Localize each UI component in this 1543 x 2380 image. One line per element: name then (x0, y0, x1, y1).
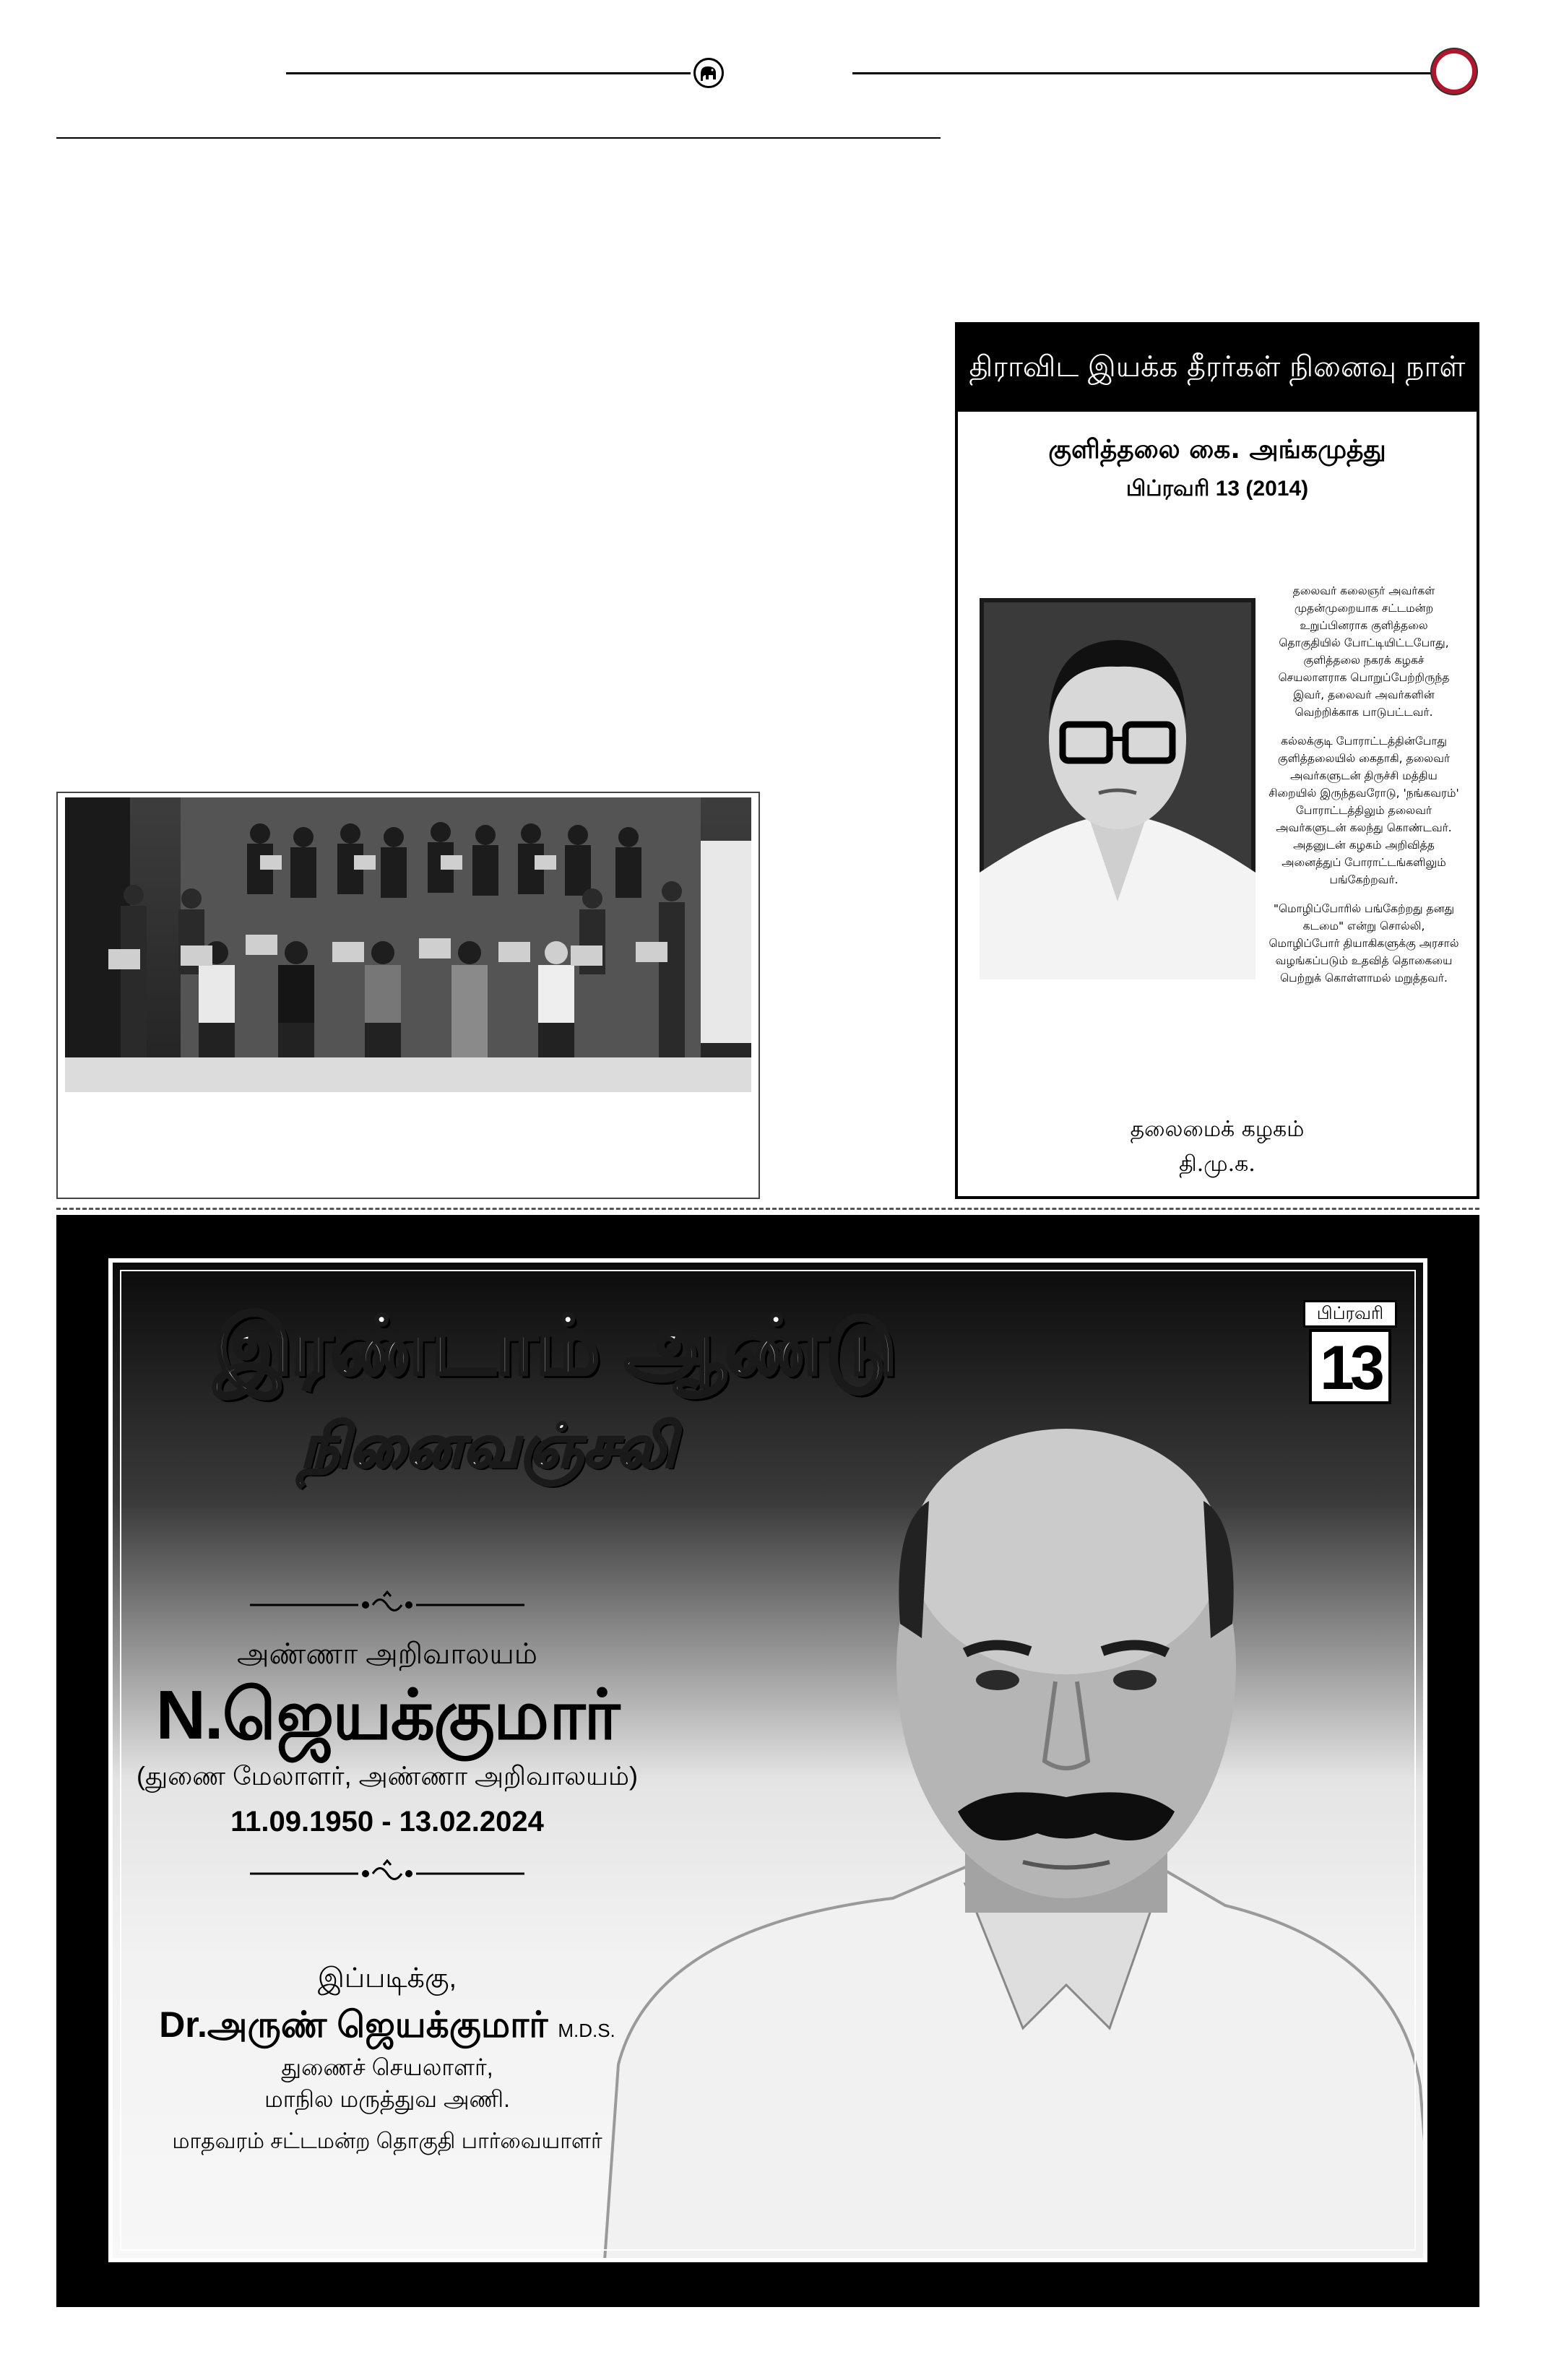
sender-name: Dr.அருண் ஜெயக்குமார் (159, 2004, 548, 2045)
tribute-subtitle: நினைவஞ்சலி (301, 1411, 677, 1481)
memorial-text (1268, 582, 1459, 998)
tribute-ad (56, 1215, 1479, 2307)
top-divider (56, 137, 941, 139)
memorial-para-3: "மொழிப்போரில் பங்கேற்றது தனது கடமை" என்று சொல்லி, மொழிப்போர் தியாகிகளுக்கு அரசால் வழங்கப்படும் உதவித் தொகையை பெற்றுக் கொள்ளாமல் மறுத்தவர். (1268, 902, 1459, 985)
circle-emblem-icon (1432, 49, 1477, 94)
ornament-divider-icon (250, 1859, 524, 1888)
group-photo-box (56, 792, 760, 1199)
ornament-divider-icon (250, 1591, 524, 1619)
calendar-badge (1303, 1296, 1397, 1404)
memorial-para-2: கல்லக்குடி போராட்டத்தின்போது குளித்தலையில் கைதாகி, தலைவர் அவர்களுடன் திருச்சி மத்திய சிறையில் இருந்தவரோடு, 'நங்கவரம்' போராட்டத்திலும் தலைவர் அவர்களுடன் கலந்து கொண்டவர். அதனுடன் கழகம் அறிவித்த அனைத்துப் போராட்டங்களிலும் பங்கேற்றவர். (1268, 735, 1459, 886)
memorial-date: பிப்ரவரி 13 (2014) (1125, 477, 1309, 501)
group-photo (65, 797, 751, 1092)
memorial-footer-line-1: தலைமைக் கழகம் (1130, 1117, 1305, 1142)
tribute-dates: 11.09.1950 - 13.02.2024 (230, 1806, 544, 1838)
header-rule-right (852, 72, 1435, 74)
dashed-divider (56, 1208, 1479, 1210)
memorial-para-1: தலைவர் கலைஞர் அவர்கள் முதன்முறையாக சட்டமன்ற உறுப்பினராக குளித்தலை தொகுதியில் போட்டியிட்டபோது, குளித்தலை நகரக் கழகச் செயலாளராக பொறுப்பேற்றிருந்த இவர், தலைவர் அவர்களின் வெற்றிக்காக பாடுபட்டவர். (1278, 584, 1450, 719)
calendar-day: 13 (1309, 1329, 1391, 1404)
tribute-ad-frame (108, 1258, 1427, 2262)
memorial-portrait (980, 598, 1255, 979)
calendar-month: பிப்ரவரி (1303, 1300, 1397, 1328)
elephant-emblem-icon (693, 58, 724, 88)
sender-position-2: மாநில மருத்துவ அணி. (264, 2086, 510, 2112)
memorial-footer-line-2: தி.மு.க. (1179, 1151, 1255, 1177)
memorial-name: குளித்தலை கை. அங்கமுத்து (1048, 435, 1386, 464)
sender-position-1: துணைச் செயலாளர், (281, 2054, 493, 2080)
tribute-sender (113, 2004, 662, 2051)
tribute-title: இரண்டாம் ஆண்டு (214, 1299, 896, 1393)
memorial-header: திராவிட இயக்க தீரர்கள் நினைவு நாள் (958, 325, 1477, 412)
tribute-role: (துணை மேலாளர், அண்ணா அறிவாலயம்) (137, 1761, 638, 1791)
tribute-org: அண்ணா அறிவாலயம் (237, 1638, 537, 1670)
sender-position-3: மாதவரம் சட்டமன்ற தொகுதி பார்வையாளர் (172, 2129, 602, 2153)
header-rule-left (286, 72, 691, 74)
memorial-notice (955, 322, 1479, 1199)
sender-degree: M.D.S. (558, 2020, 615, 2041)
tribute-name: N.ஜெயக்குமார் (155, 1676, 619, 1754)
tribute-by: இப்படிக்கு, (317, 1963, 457, 1994)
